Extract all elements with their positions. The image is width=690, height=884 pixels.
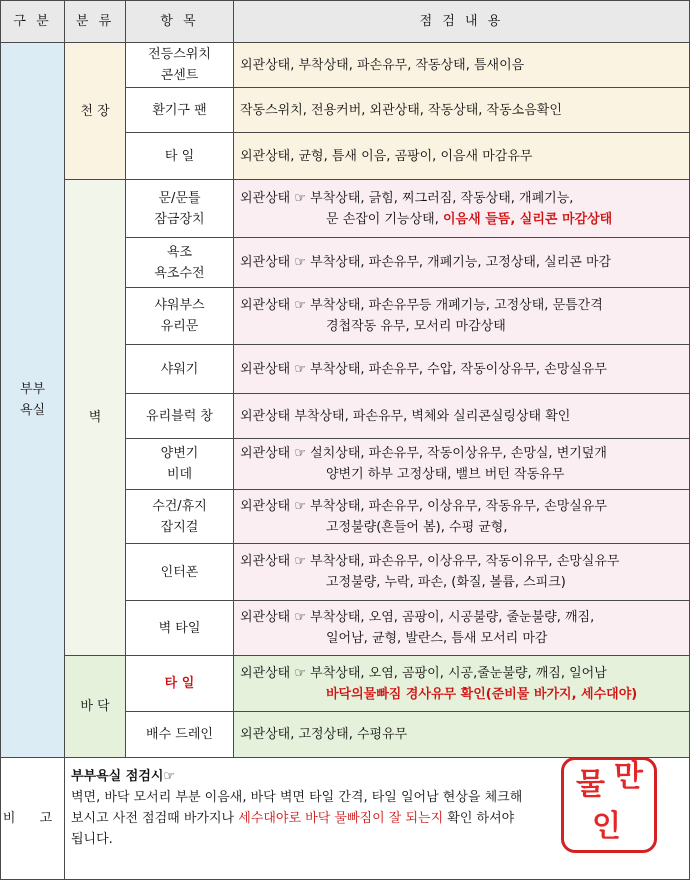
item-label: 욕조수전 <box>154 265 205 281</box>
desc-line: 고정불량(흔들어 봄), 수평 균형, <box>326 519 508 535</box>
desc-line: 외관상태, 부착상태, 파손유무, 작동상태, 틈새이음 <box>240 57 525 73</box>
group-label-line1: 부부 <box>19 382 46 397</box>
desc-line: 외관상태, 균형, 틈새 이음, 곰팡이, 이음새 마감유무 <box>240 148 533 164</box>
desc-line: 양변기 하부 고정상태, 밸브 버턴 작동유무 <box>326 467 565 482</box>
item-label: 콘센트 <box>160 68 199 83</box>
note-label: 비 고 <box>1 758 65 880</box>
item-cell: 타 일 <box>126 656 234 712</box>
item-label: 문/문틀 <box>158 190 201 206</box>
header-item: 항 목 <box>126 1 234 43</box>
desc-cell <box>234 656 690 712</box>
item-label: 샤워부스 <box>154 298 205 313</box>
desc-cell <box>234 439 690 490</box>
header-row <box>1 1 690 43</box>
stamp-char: 인 <box>592 809 621 844</box>
desc-line: 외관상태 ☞ 부착상태, 파손유무, 이상유무, 작동이유무, 손망실유무 <box>240 554 620 569</box>
item-cell <box>126 238 234 288</box>
item-label: 비데 <box>166 467 193 482</box>
item-cell: 벽 타일 <box>126 601 234 656</box>
desc-cell <box>234 394 690 439</box>
note-title: 부부욕실 점검시☞ <box>71 769 176 784</box>
note-highlight: 세수대야로 바닥 물빠짐이 잘 되는지 <box>238 811 444 826</box>
note-line: 확인 하셔야 <box>443 811 515 826</box>
item-cell <box>126 180 234 238</box>
table-row <box>1 656 690 712</box>
desc-line: 작동스위치, 전용커버, 외관상태, 작동상태, 작동소음확인 <box>240 102 562 118</box>
seal-stamp <box>561 757 657 853</box>
section-floor: 바 닥 <box>65 656 126 758</box>
item-cell <box>126 439 234 490</box>
item-cell: 타 일 <box>126 133 234 180</box>
desc-highlight: 바닥의물빠짐 경사유무 확인(준비물 바가지, 세수대야) <box>326 686 638 702</box>
desc-line: 외관상태 ☞ 부착상태, 파손유무, 이상유무, 작동유무, 손망실유무 <box>240 498 607 514</box>
desc-line: 외관상태 ☞ 부착상태, 파손유무, 개폐기능, 고정상태, 실리콘 마감 <box>240 255 612 270</box>
note-line: 보시고 사전 점검때 바가지나 <box>71 811 239 826</box>
desc-line: 일어남, 균형, 발란스, 틈새 모서리 마감 <box>326 631 548 646</box>
section-wall: 벽 <box>65 180 126 656</box>
item-label: 수건/휴지 <box>152 498 207 514</box>
item-label: 유리문 <box>160 319 199 334</box>
item-cell: 환기구 팬 <box>126 88 234 133</box>
desc-line: 외관상태 부착상태, 파손유무, 벽체와 실리콘실링상태 확인 <box>240 408 571 424</box>
desc-cell <box>234 43 690 88</box>
table-row <box>1 180 690 238</box>
desc-line: 외관상태 ☞ 부착상태, 오염, 곰팡이, 시공,줄눈불량, 깨짐, 일어남 <box>240 665 607 681</box>
item-label: 잡지걸 <box>160 519 199 535</box>
section-ceiling: 천 장 <box>65 43 126 180</box>
item-cell: 배수 드레인 <box>126 712 234 758</box>
header-category: 구 분 <box>1 1 65 43</box>
desc-line: 외관상태 ☞ 부착상태, 긁힘, 찌그러짐, 작동상태, 개폐기능, <box>240 190 574 206</box>
note-line: 됩니다. <box>71 832 113 847</box>
desc-cell <box>234 712 690 758</box>
desc-line: 외관상태, 고정상태, 수평유무 <box>240 727 408 742</box>
desc-highlight: 이음새 들뜸, 실리콘 마감상태 <box>443 211 613 227</box>
header-inspection-content: 점 검 내 용 <box>234 1 690 43</box>
item-cell: 유리블럭 창 <box>126 394 234 439</box>
table-row <box>1 43 690 88</box>
desc-line: 외관상태 ☞ 부착상태, 오염, 곰팡이, 시공불량, 줄눈불량, 깨짐, <box>240 610 595 625</box>
stamp-char: 물 <box>576 767 605 802</box>
desc-cell <box>234 238 690 288</box>
desc-line: 경첩작동 유무, 모서리 마감상태 <box>326 319 506 334</box>
item-cell: 샤워기 <box>126 345 234 394</box>
desc-line: 외관상태 ☞ 설치상태, 파손유무, 작동이상유무, 손망실, 변기덮개 <box>240 446 607 461</box>
desc-cell <box>234 544 690 601</box>
group-cell <box>1 43 65 758</box>
note-line: 벽면, 바닥 모서리 부분 이음새, 바닥 벽면 타일 간격, 타일 일어남 현상을 체크해 <box>71 790 523 805</box>
desc-line: 외관상태 ☞ 부착상태, 파손유무, 수압, 작동이상유무, 손망실유무 <box>240 361 607 377</box>
item-label: 욕조 <box>166 244 193 260</box>
header-classification: 분 류 <box>65 1 126 43</box>
desc-cell <box>234 288 690 345</box>
desc-cell <box>234 88 690 133</box>
item-cell <box>126 490 234 544</box>
item-cell <box>126 43 234 88</box>
item-cell <box>126 288 234 345</box>
stamp-char: 만 <box>614 759 643 794</box>
desc-cell <box>234 601 690 656</box>
item-label: 양변기 <box>160 446 199 461</box>
desc-line: 외관상태 ☞ 부착상태, 파손유무등 개폐기능, 고정상태, 문틈간격 <box>240 298 603 313</box>
desc-cell <box>234 180 690 238</box>
item-label: 전등스위치 <box>148 47 211 62</box>
desc-cell <box>234 133 690 180</box>
desc-cell <box>234 345 690 394</box>
desc-line: 문 손잡이 기능상태, <box>326 211 443 227</box>
group-label-line2: 욕실 <box>19 403 46 418</box>
item-label: 잠금장치 <box>154 211 205 227</box>
item-cell: 인터폰 <box>126 544 234 601</box>
desc-line: 고정불량, 누락, 파손, (화질, 볼륨, 스피크) <box>326 575 566 590</box>
desc-cell <box>234 490 690 544</box>
